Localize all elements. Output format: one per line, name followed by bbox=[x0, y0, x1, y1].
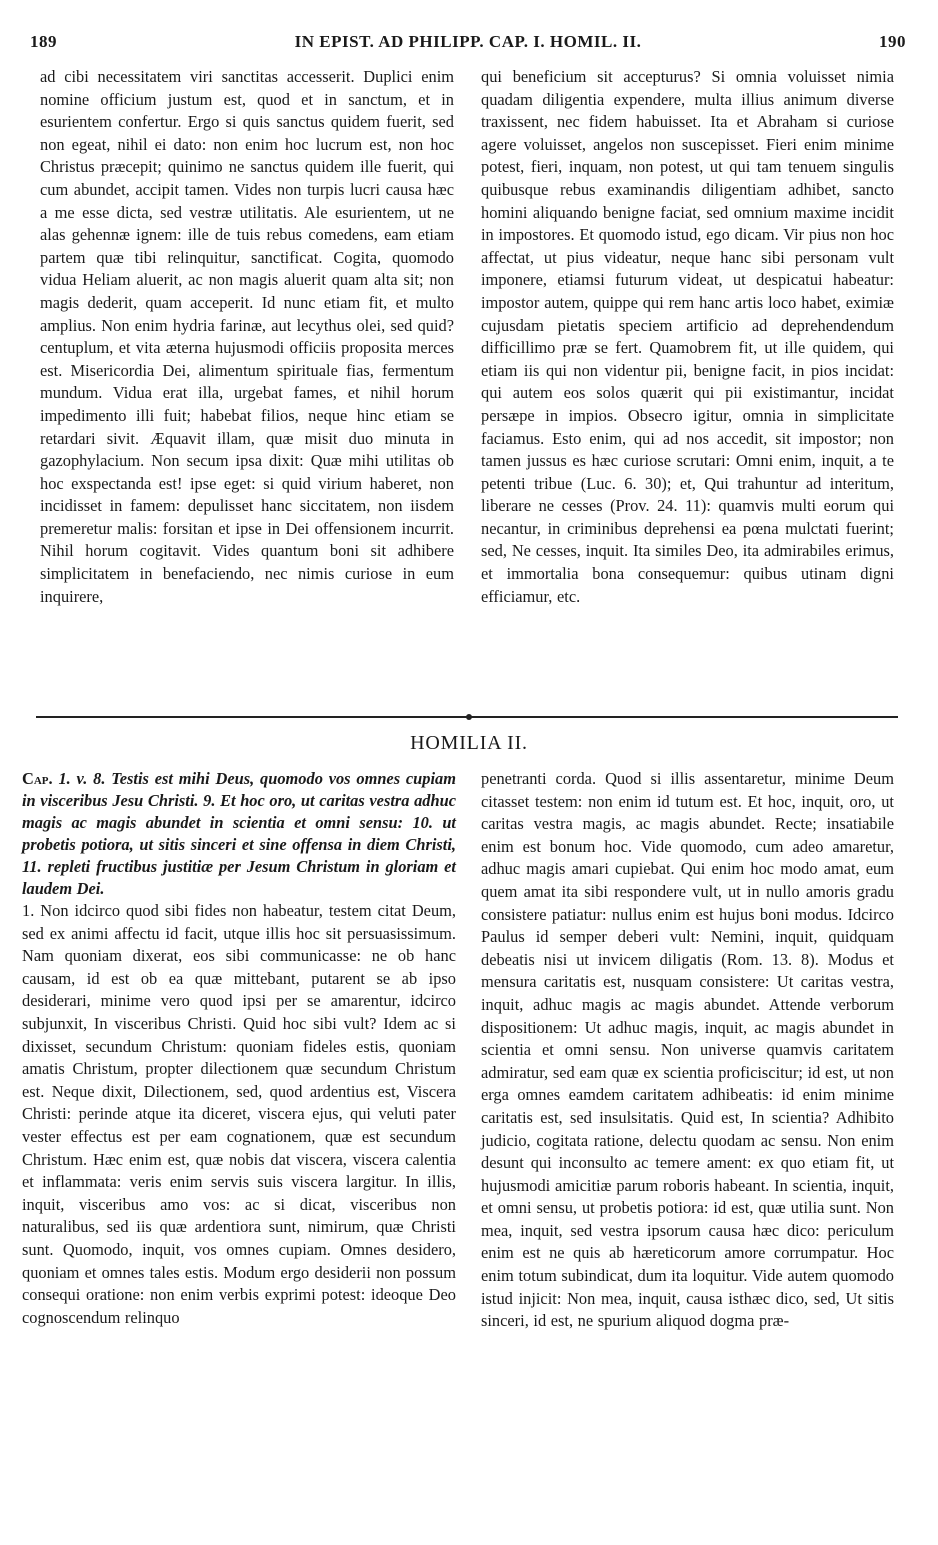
paragraph: 1. Non idcirco quod sibi fides non habeatur, testem citat Deum, sed ex animi affectu id facit, utque illis hoc sit persuasissimum. Nam quoniam dixerat, eos sibi communicasse: ne ob hanc causam, id est ob ea quæ mittebant, putarent se ab ipso desiderari, minime vero quod ipsi per se amarentur, idcirco subjunxit, In visceribus Christi. Quid hoc sibi vult? Idem ac si dixisset, secundum Christum: quoniam fideles estis, quoniam amatis Christum, propter dilectionem quæ secundum Christum est. Neque dixit, Dilectionem, sed, quod ardentius est, Viscera Christi: perinde atque ita diceret, viscera ejus, qui veluti pater vester effectus est per eam cognationem, quæ est secundum Christum. Hæc enim est, quæ nobis dat viscera, viscera calentia et inflammata: veris enim servis suis viscera largitur. In illis, inquit, visceribus amo vos: ac si dicat, visceribus non naturalibus, sed iis quæ ardentiora sunt, nimirum, quæ Christi sunt. Quomodo, inquit, vos omnes cupiam. Omnes desidero, quoniam et omnes tales estis. Modum ergo desiderii non possum consequi oratione: non enim verbis exprimi potest: ideoque Deo cognoscendum relinquo bbox=[22, 901, 456, 1327]
homily-title: HOMILIA II. bbox=[410, 732, 528, 754]
paragraph: qui beneficium sit accepturus? Si omnia voluisset nimia quadam diligentia expendere, multa illius animum diverse traxissent, nec fidem habuisset. Ita et Abraham si curiose agere voluisset, angelos non suscepisset. Fieri enim minime potest, fieri, inquam, non potest, ut qui tam tenuem singulis quibusque rebus examinandis diligentiam adhibet, sancto homini aliquando benigne faciat, sed omnium maxime incidit in impostores. Et quomodo istud, ego dicam. Vir pius non hoc affectat, ut pius videatur, neque hanc sibi personam vult imponere, etiamsi futurum videat, ut despicatui habeatur: impostor autem, quippe qui rem hanc artis loco habet, eximiæ cujusdam pietatis speciem artificio ad deprehendendum difficillimo præ se fert. Quamobrem fit, ut ille quidem, qui etiam iis qui non videntur pii, benigne facit, in pios incidat: qui autem eos solos quærit qui pii existimantur, incidat persæpe in impios. Obsecro igitur, omnia in simplicitate faciamus. Esto enim, qui ad nos accedit, sit impostor; non tamen jussus es hæc curiose scrutari: Omni enim, inquit, a te petenti tribue (Luc. 6. 30); et, Qui trahuntur ad interitum, liberare ne cesses (Prov. 24. 11): quamvis multi eorum qui necantur, in criminibus deprehensi ea pœna mulctati fuerint; sed, Ne cesses, inquit. Ita similes Deo, ita admirabiles erimus, et immortalia bona consequemur: quibus utinam digni efficiamur, etc. bbox=[481, 67, 894, 606]
column-right-bottom bbox=[481, 768, 894, 1333]
lemma-cap: Cap. bbox=[22, 769, 53, 788]
running-header bbox=[30, 32, 906, 58]
divider-ornament bbox=[466, 714, 472, 720]
paragraph: penetranti corda. Quod si illis assentaretur, minime Deum citasset testem: non enim id tutum est. Et hoc, inquit, oro, ut caritas vestra magis, ac magis abundet. Recte; insatiabile enim est bonum hoc. Vide quomodo, cum adeo amaretur, adhuc magis amari cupiebat. Qui enim hoc modo amat, eum quem amat ita sibi respondere vult, ut in nullo amoris gradu consistere patiatur: nullus enim est hujus boni modus. Idcirco Paulus id semper deberi vult: Nemini, inquit, quidquam debeatis nisi ut invicem diligatis (Rom. 13. 8). Modus et mensura caritatis est, nusquam consistere: Ut caritas vestra, inquit, adhuc magis ac magis abundet. Attende verborum dispositionem: Ut adhuc magis, inquit, ac magis abundet in scientia et omni sensu. Non universe quamvis caritatem admiratur, sed eam quæ ex scientia proficiscitur; id est, ut non erga omnes eamdem caritatem adhibeatis: id enim minime caritatis est, sed insulsitatis. Quid est, In scientia? Adhibito judicio, cogitata ratione, delectu quodam ac sensu. Non enim desunt qui inconsulto ac temere ament: ex quo etiam fit, ut hujusmodi amicitiæ parum roboris habeant. In scientia, inquit, et omni sensu, ut probetis potiora: id est, quæ utilia sunt. Non mea, inquit, sed vestra ipsorum causa hæc dico: periculum enim est ne quis ab hæreticorum amore corrumpatur. Hoc enim totum subindicat, dum ita loquitur. Vide autem quomodo istud injicit: Non mea, inquit, causa isthæc dico, sed, Ut sitis sinceri, id est, ne spurium aliquod dogma præ- bbox=[481, 769, 894, 1331]
page-number-right: 190 bbox=[879, 32, 906, 51]
column-right-top bbox=[481, 66, 894, 608]
column-left-bottom bbox=[22, 768, 456, 1329]
column-left-top bbox=[40, 66, 454, 608]
page-number-left: 189 bbox=[30, 32, 57, 51]
lemma-text: 1. v. 8. Testis est mihi Deus, quomodo vos omnes cupiam in visceribus Jesu Christi. 9. Et hoc oro, ut caritas vestra adhuc magis ac magis abundet in scientia et omni sensu: 10. ut probetis potiora, ut sitis sinceri et sine offensa in diem Christi, 11. repleti fructibus justitiæ per Jesum Christum in gloriam et laudem Dei. bbox=[22, 769, 456, 898]
paragraph: ad cibi necessitatem viri sanctitas accesserit. Duplici enim nomine officium justum est, quod et in sanctum, et in esurientem confertur. Ergo si quis sanctus quidem fuerit, sed non egeat, nihil ei dato: non enim hoc lucrum est, non hoc Christus præcepit; quinimo ne sanctus quidem ille fuerit, qui cum abundet, accipit tamen. Vides non turpis lucri causa hæc a me esse dicta, sed vestræ utilitatis. Ale esurientem, ut ne alas gehennæ ignem: ille de tuis rebus comedens, eam etiam partem quæ tibi relinquitur, sanctificat. Cogita, quomodo vidua Heliam aluerit, ac non magis aluerit quam alta sit; non magis dederit, quam acceperit. Id nunc etiam fit, et multo amplius. Non enim hydria farinæ, aut lecythus olei, sed quid? centuplum, et vita æterna hujusmodi officiis proposita merces est. Misericordia Dei, alimentum spirituale fias, fermentum mundum. Vidua erat illa, urgebat fames, et nihil horum impedimento illi fuit; habebat filios, neque hinc etiam se retardari sivit. Æquavit illam, quæ misit duo minuta in gazophylacium. Non secum ipsa dixit: Quæ mihi utilitas ob hoc exspectanda est! ipse eget: si quid virium haberet, non incidisset in famem: depulisset hanc siccitatem, non iisdem premeretur malis: forsitan et ipse in Dei offensionem incurrit. Nihil horum cogitavit. Vides quantum boni sit adhibere simplicitatem in benefaciendo, nec nimis curiose in eum inquirere, bbox=[40, 67, 454, 606]
section-divider bbox=[36, 716, 898, 720]
running-title: IN EPIST. AD PHILIPP. CAP. I. HOMIL. II. bbox=[294, 32, 642, 51]
scripture-lemma bbox=[22, 768, 456, 900]
